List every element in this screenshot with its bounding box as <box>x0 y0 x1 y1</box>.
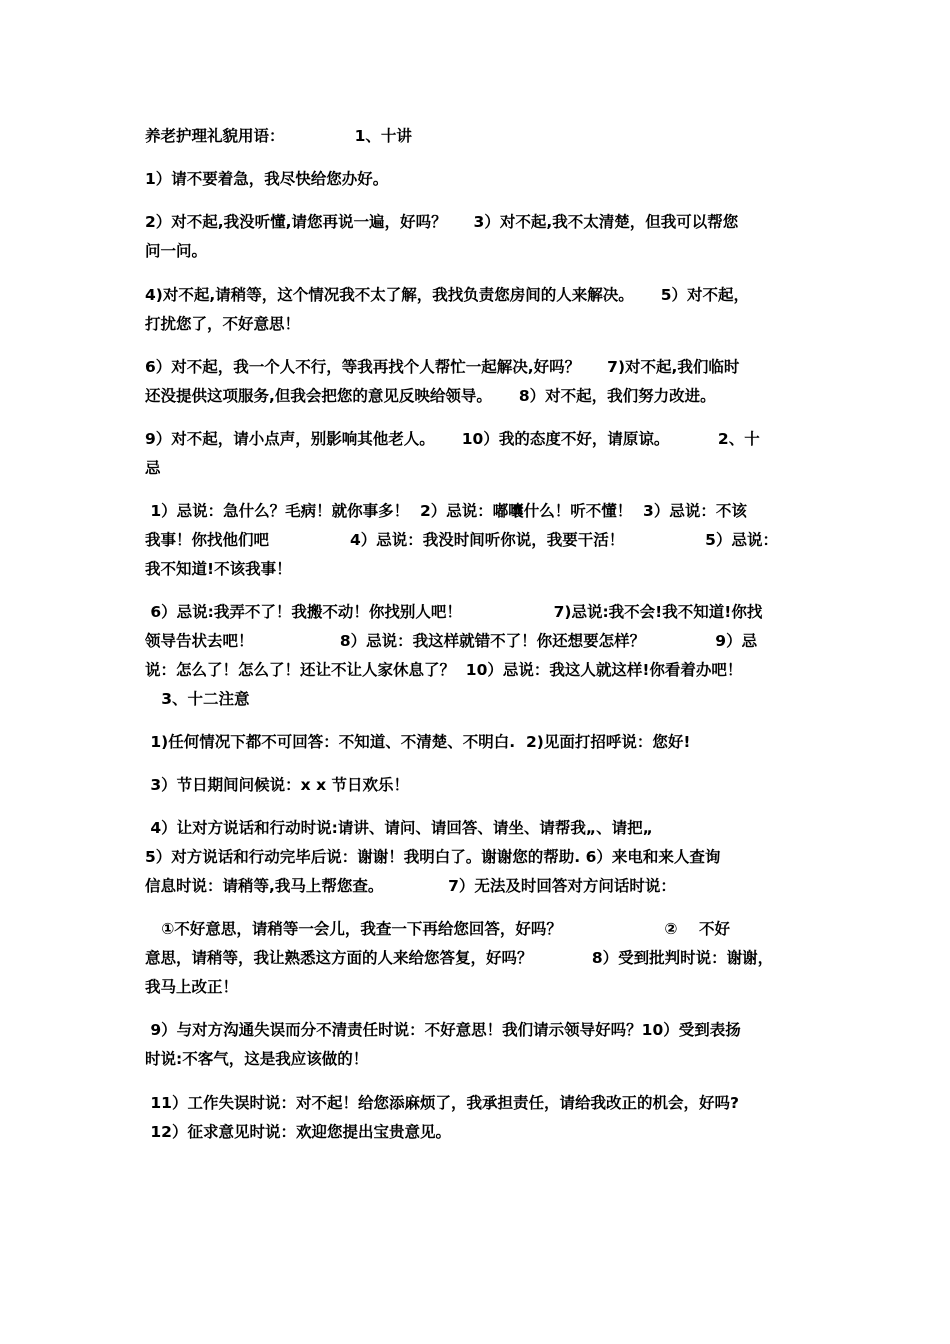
text-line: 时说:不客气，这是我应该做的！ <box>145 1050 369 1068</box>
text-line: 打扰您了，不好意思！ <box>145 315 301 333</box>
text-line: 6）忌说:我弄不了！我搬不动！你找别人吧！ 7)忌说:我不会!我不知道!你找 <box>145 603 763 621</box>
text-line: 11）工作失误时说：对不起！给您添麻烦了，我承担责任，请给我改正的机会，好吗? <box>145 1094 739 1112</box>
text-line: 12）征求意见时说：欢迎您提出宝贵意见。 <box>145 1123 451 1141</box>
text-line: 3）节日期间问候说：x x 节日欢乐！ <box>145 776 409 794</box>
paragraph <box>145 497 820 584</box>
paragraph <box>145 353 820 411</box>
paragraph <box>145 728 820 757</box>
text-line: 6）对不起，我一个人不行，等我再找个人帮忙一起解决,好吗？ 7)对不起,我们临时 <box>145 358 740 376</box>
paragraph <box>145 1016 820 1074</box>
text-line: 我马上改正！ <box>145 978 239 996</box>
paragraph <box>145 1089 820 1147</box>
text-line: 意思，请稍等，我让熟悉这方面的人来给您答复，好吗？ 8）受到批判时说：谢谢， <box>145 949 774 967</box>
text-line: 还没提供这项服务,但我会把您的意见反映给领导。 8）对不起，我们努力改进。 <box>145 387 716 405</box>
paragraph <box>145 814 820 901</box>
text-line: 1)任何情况下都不可回答：不知道、不清楚、不明白. 2)见面打招呼说：您好! <box>145 733 691 751</box>
text-line: 忌 <box>145 459 161 477</box>
doc-title-line <box>145 122 820 151</box>
text-line: 4)对不起,请稍等，这个情况我不太了解，我找负责您房间的人来解决。 5）对不起， <box>145 286 750 304</box>
paragraph <box>145 165 820 194</box>
text-line: 9）与对方沟通失误而分不清责任时说：不好意思！我们请示领导好吗？10）受到表扬 <box>145 1021 741 1039</box>
text-line: 1）忌说：急什么？毛病！就你事多！ 2）忌说：嘟囔什么！听不懂！ 3）忌说：不该 <box>145 502 747 520</box>
text-line: 1）请不要着急，我尽快给您办好。 <box>145 170 389 188</box>
text-line: 2）对不起,我没听懂,请您再说一遍，好吗？ 3）对不起,我不太清楚，但我可以帮您 <box>145 213 739 231</box>
text-line: 4）让对方说话和行动时说:请讲、请问、请回答、请坐、请帮我„、请把„ <box>145 819 653 837</box>
paragraph <box>145 915 820 1002</box>
text-line: 领导告状去吧！ 8）忌说：我这样就错不了！你还想要怎样？ 9）忌 <box>145 632 758 650</box>
paragraph <box>145 208 820 266</box>
text-line: 问一问。 <box>145 242 208 260</box>
paragraph <box>145 598 820 714</box>
text-line: ①不好意思，请稍等一会儿，我查一下再给您回答，好吗？ ② 不好 <box>145 920 731 938</box>
text-line: 说：怎么了！怎么了！还让不让人家休息了？ 10）忌说：我这人就这样!你看着办吧！ <box>145 661 743 679</box>
text-line: 9）对不起，请小点声，别影响其他老人。 10）我的态度不好，请原谅。 2、十 <box>145 430 760 448</box>
paragraph <box>145 281 820 339</box>
text-line: 信息时说：请稍等,我马上帮您查。 7）无法及时回答对方问话时说： <box>145 877 676 895</box>
section-heading: 3、十二注意 <box>145 690 250 708</box>
paragraph <box>145 771 820 800</box>
text-line: 5）对方说话和行动完毕后说：谢谢！我明白了。谢谢您的帮助. 6）来电和来人查询 <box>145 848 721 866</box>
paragraph <box>145 425 820 483</box>
text-line: 养老护理礼貌用语： 1、十讲 <box>145 127 412 145</box>
text-line: 我事！你找他们吧 4）忌说：我没时间听你说，我要干活！ 5）忌说： <box>145 531 778 549</box>
text-line: 我不知道!不该我事！ <box>145 560 292 578</box>
